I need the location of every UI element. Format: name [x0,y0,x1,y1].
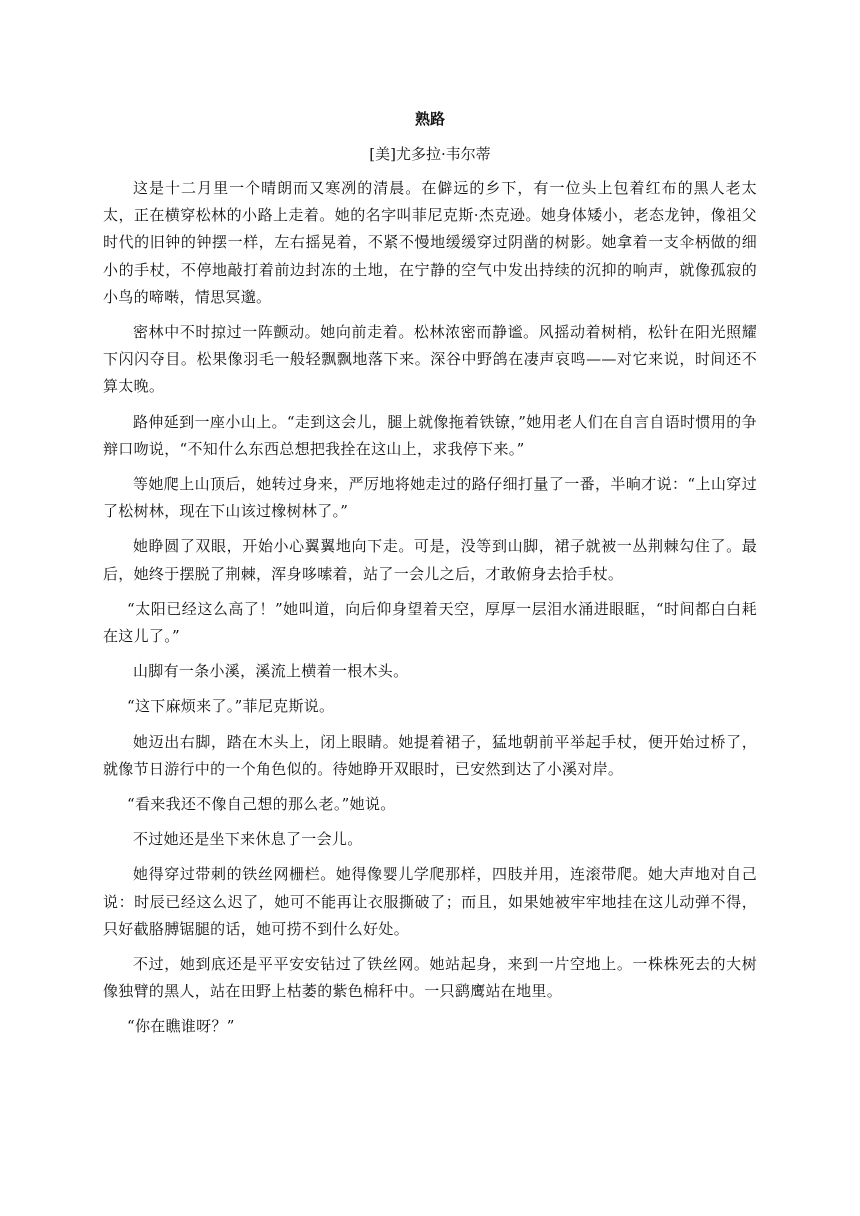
paragraph-4: 等她爬上山顶后，她转过身来，严厉地将她走过的路仔细打量了一番，半晌才说：“上山穿过了松树林，现在下山该过橡树林了。” [103,475,757,521]
paragraph-9: 她迈出右脚，踏在木头上，闭上眼睛。她提着裙子，猛地朝前平举起手杖，便开始过桥了，就像节日游行中的一个角色似的。待她睁开双眼时，已安然到达了小溪对岸。 [103,732,757,778]
document-author: [美]尤多拉·韦尔蒂 [369,145,491,163]
paragraph-11: 不过她还是坐下来休息了一会儿。 [133,830,363,849]
paragraph-8: “这下麻烦来了。”菲尼克斯说。 [127,697,335,716]
paragraph-13: 不过，她到底还是平平安安钻过了铁丝网。她站起身，来到一片空地上。一株株死去的大树像独臂的黑人，站在田野上枯萎的紫色棉秆中。一只鹞鹰站在地里。 [103,955,757,1001]
document-body [103,175,757,1041]
paragraph-14: “你在瞧谁呀？” [127,1017,235,1036]
document-title: 熟路 [414,110,445,128]
paragraph-1: 这是十二月里一个晴朗而又寒冽的清晨。在僻远的乡下，有一位头上包着红布的黑人老太太，正在横穿松林的小路上走着。她的名字叫菲尼克斯·杰克逊。她身体矮小，老态龙钟，像祖父时代的旧钟的钟摆一样，左右摇晃着，不紧不慢地缓缓穿过阴凿的树影。她拿着一支伞柄做的细小的手杖，不停地敲打着前边封冻的土地，在宁静的空气中发出持续的沉抑的响声，就像孤寂的小鸟的啼啭，情思冥邈。 [103,179,757,306]
paragraph-2: 密林中不时掠过一阵颤动。她向前走着。松林浓密而静谧。风摇动着树梢，松针在阳光照耀下闪闪夺目。松果像羽毛一般轻飘飘地落下来。深谷中野鸽在凄声哀鸣——对它来说，时间还不算太晚。 [103,323,757,396]
paragraph-10: “看来我还不像自己想的那么老。”她说。 [127,795,396,814]
paragraph-7: 山脚有一条小溪，溪流上横着一根木头。 [133,662,409,681]
paragraph-3: 路伸延到一座小山上。“走到这会儿，腿上就像拖着铁镣，”她用老人们在自言自语时惯用的争辩口吻说，“不知什么东西总想把我拴在这山上，求我停下来。” [103,412,757,458]
paragraph-12: 她得穿过带刺的铁丝网栅栏。她得像婴儿学爬那样，四肢并用，连滚带爬。她大声地对自己说：时辰已经这么迟了，她可不能再让衣服撕破了；而且，如果她被牢牢地挂在这儿动弹不得，只好截胳膊锯腿的话，她可捞不到什么好处。 [103,865,757,938]
paragraph-5: 她睁圆了双眼，开始小心翼翼地向下走。可是，没等到山脚，裙子就被一丛荆棘勾住了。最后，她终于摆脱了荆棘，浑身哆嗦着，站了一会儿之后，才敢俯身去拾手杖。 [103,537,757,583]
paragraph-6: “太阳已经这么高了！”她叫道，向后仰身望着天空，厚厚一层泪水涌进眼眶，“时间都白白耗在这儿了。” [103,599,757,646]
